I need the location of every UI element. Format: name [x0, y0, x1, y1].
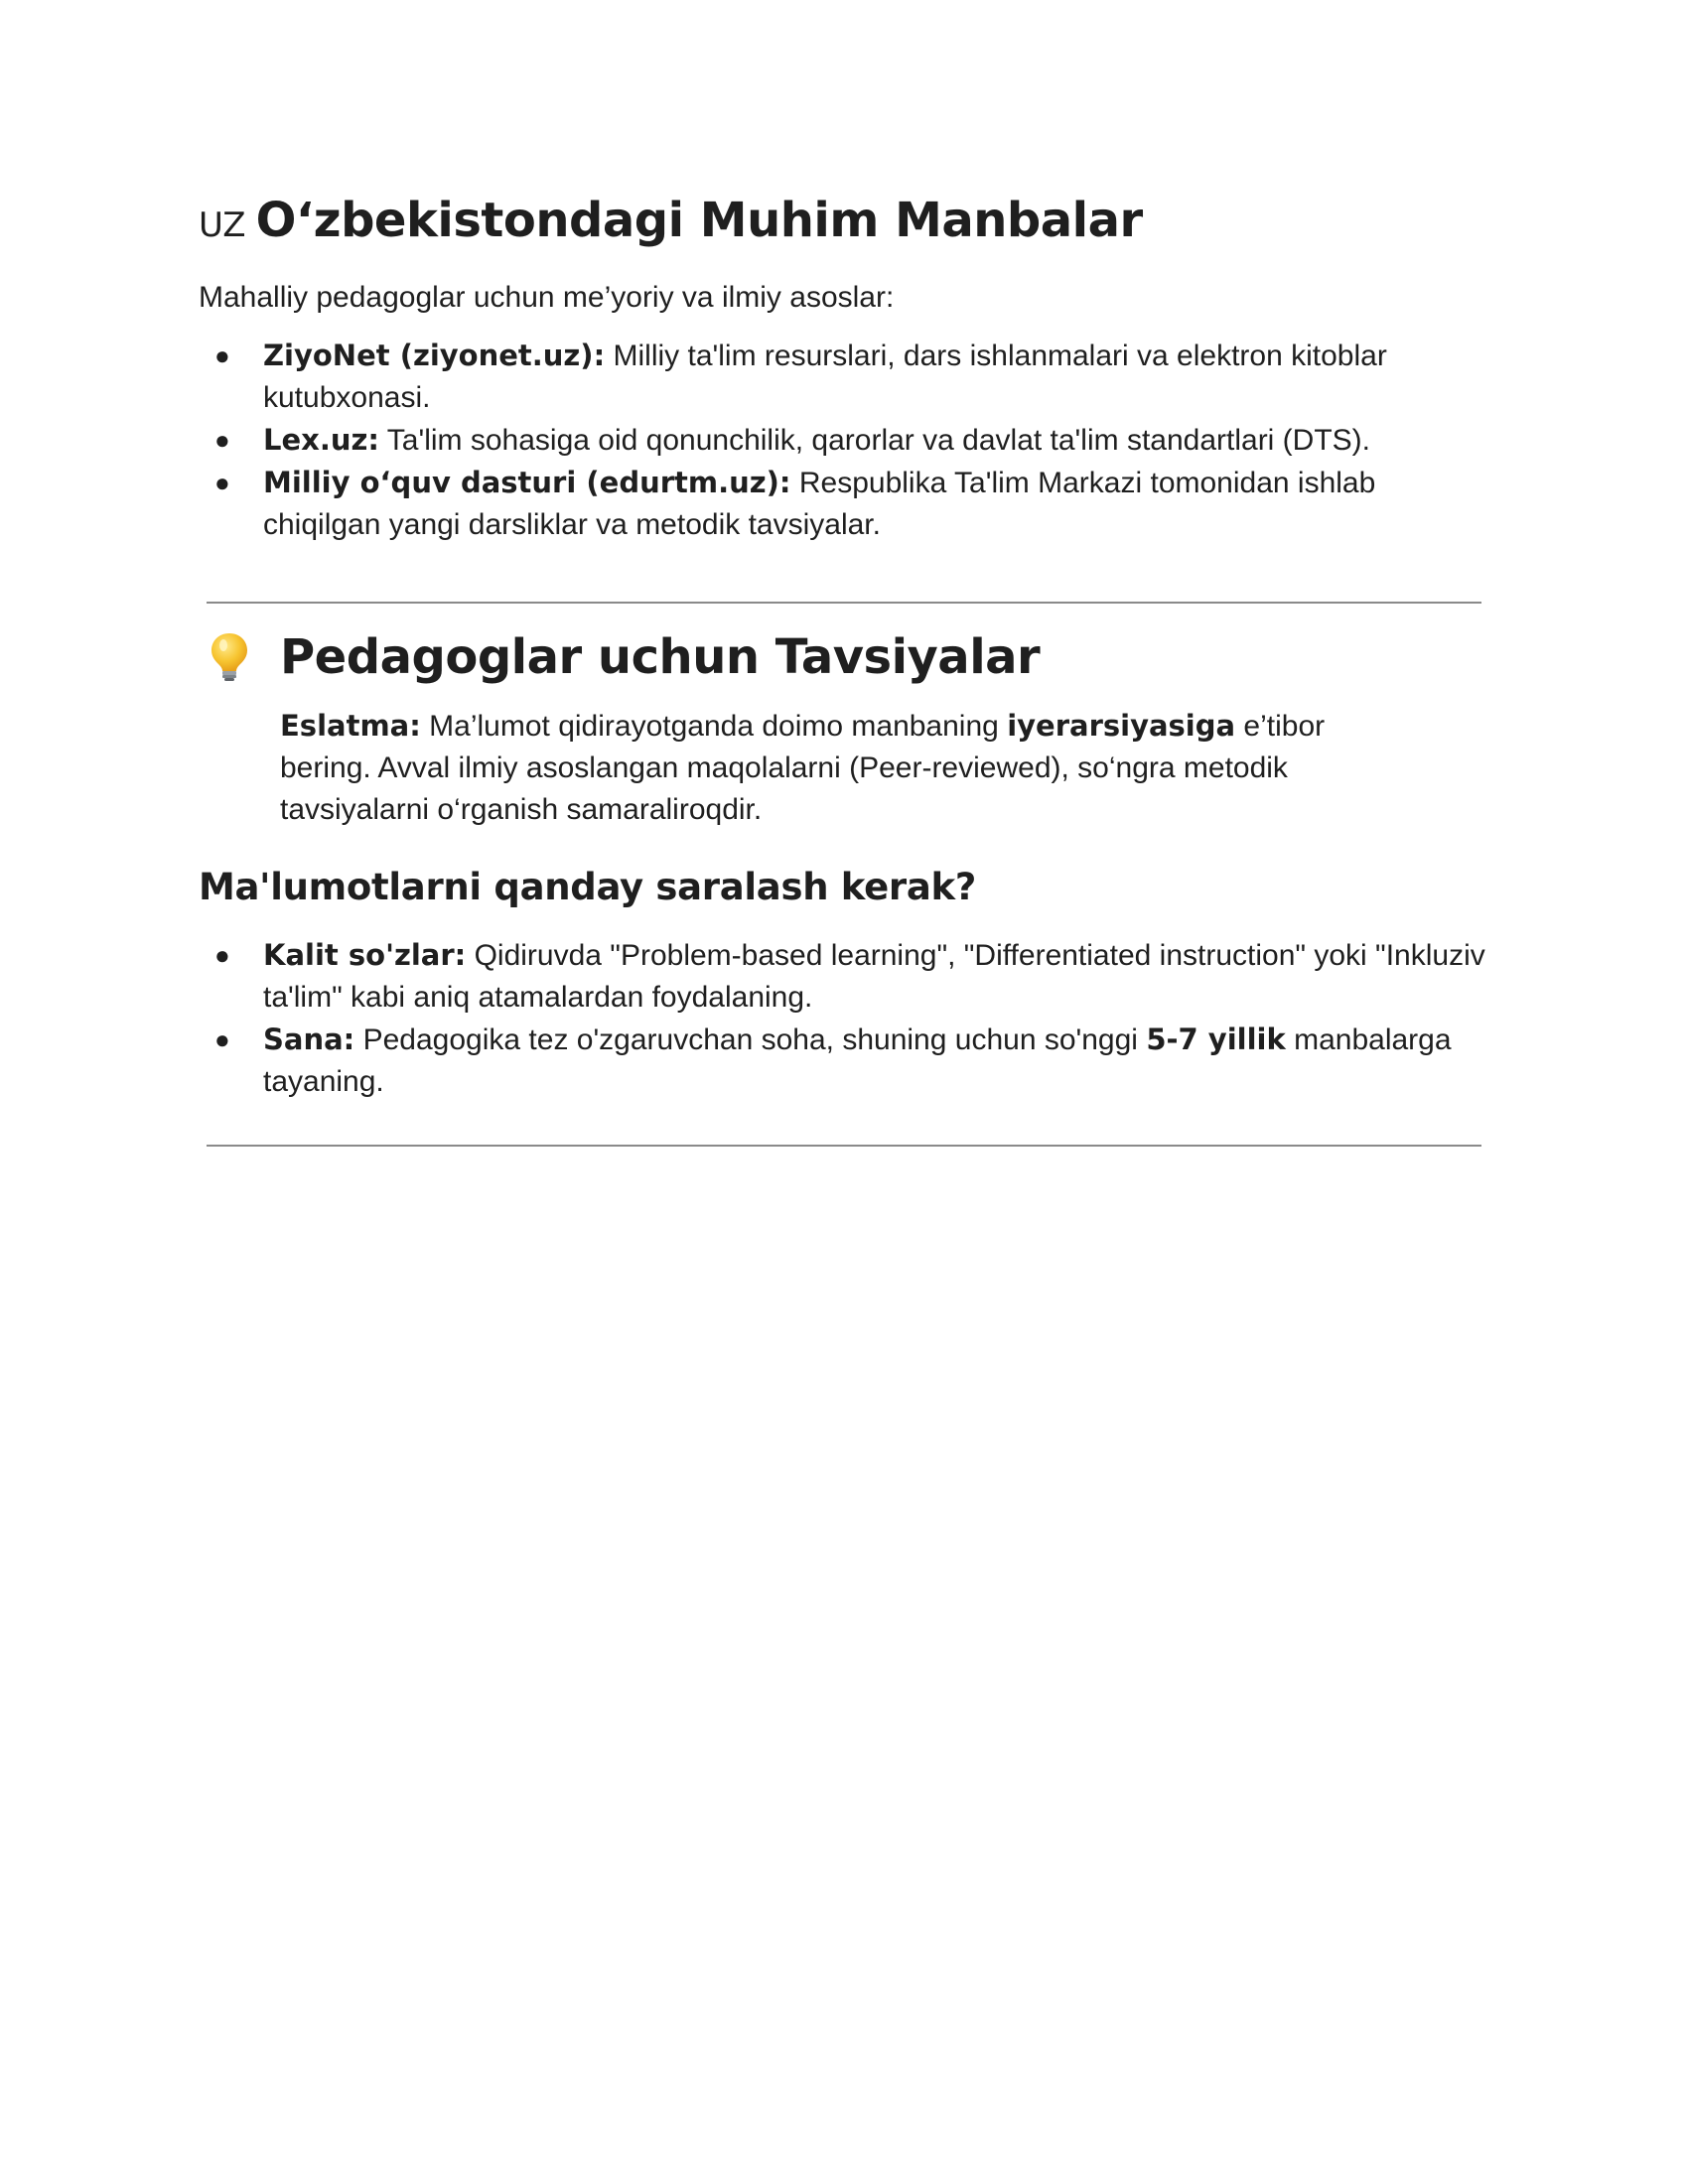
note-emphasis: iyerarsiyasiga — [1007, 709, 1236, 743]
list-item — [199, 1019, 1489, 1103]
sorting-subheading: Ma'lumotlarni qanday saralash kerak? — [199, 866, 977, 908]
bullet-icon: ● — [214, 940, 230, 970]
uz-flag-icon: UZ — [199, 205, 246, 245]
item-text: Qidiruvda "Problem-based learning", "Differentiated instruction" yoki "Inkluziv ta'lim" kabi aniq atamalardan foydalaning. — [263, 939, 1485, 1014]
note-text-after: e’tibor bering. Avval ilmiy asoslangan maqolalarni (Peer-reviewed), so‘ngra metodik tavsiyalarni o‘rganish samaraliroqdir. — [280, 710, 1326, 826]
item-label: ZiyoNet (ziyonet.uz): — [263, 339, 606, 372]
note-text-before: Ma’lumot qidirayotganda doimo manbaning — [420, 710, 1008, 743]
item-label: Sana: — [263, 1023, 355, 1056]
bullet-icon: ● — [214, 1024, 230, 1054]
list-item — [199, 419, 1489, 462]
bullet-icon: ● — [214, 341, 230, 370]
list-item — [199, 462, 1489, 546]
resources-title — [199, 189, 1489, 257]
tips-title-text: Pedagoglar uchun Tavsiyalar — [280, 629, 1041, 685]
resources-list — [199, 335, 1489, 546]
lightbulb-icon — [209, 631, 250, 683]
tips-section — [199, 625, 1489, 1103]
item-text-before: Pedagogika tez o'zgaruvchan soha, shuning uchun so'nggi — [354, 1024, 1147, 1056]
item-label: Milliy o‘quv dasturi (edurtm.uz): — [263, 466, 791, 499]
resources-title-text: O‘zbekistondagi Muhim Manbalar — [255, 193, 1143, 248]
list-item — [199, 934, 1489, 1019]
item-text: Respublika Ta'lim Markazi tomonidan ishlab chiqilgan yangi darsliklar va metodik tavsiyalar. — [263, 467, 1376, 541]
sorting-list — [199, 934, 1489, 1103]
divider — [207, 602, 1481, 604]
item-emphasis: 5-7 yillik — [1146, 1023, 1286, 1056]
list-item — [199, 335, 1489, 419]
bullet-icon: ● — [214, 468, 230, 497]
item-text: Ta'lim sohasiga oid qonunchilik, qarorlar va davlat ta'lim standartlari (DTS). — [379, 424, 1370, 457]
tips-title — [199, 625, 1489, 689]
divider — [207, 1145, 1481, 1147]
resources-section — [199, 189, 1489, 546]
item-text-after: manbalarga tayaning. — [263, 1024, 1452, 1098]
item-label: Kalit so'zlar: — [263, 938, 467, 972]
bullet-icon: ● — [214, 425, 230, 455]
item-label: Lex.uz: — [263, 423, 379, 457]
item-text: Milliy ta'lim resurslari, dars ishlanmalari va elektron kitoblar kutubxonasi. — [263, 340, 1387, 414]
note-label: Eslatma: — [280, 709, 421, 743]
resources-intro: Mahalliy pedagoglar uchun me’yoriy va ilmiy asoslar: — [199, 281, 895, 314]
note-paragraph — [280, 705, 1333, 831]
